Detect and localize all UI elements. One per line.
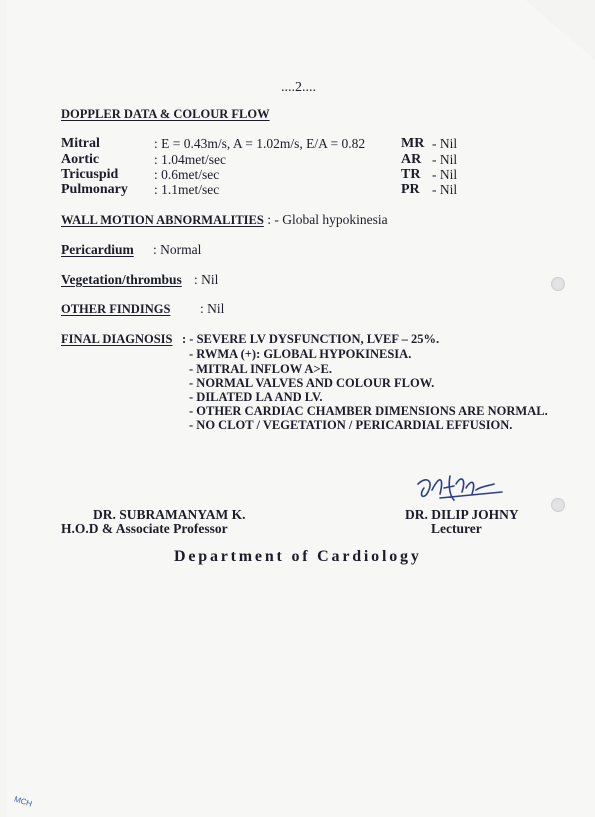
wall-motion-sep: : - [263,212,283,227]
vegetation-label: Vegetation/thrombus [61,272,182,287]
stamp-mark: MCH [13,794,34,809]
page-number: ....2.... [281,80,316,95]
valve-value-mitral: : E = 0.43m/s, A = 1.02m/s, E/A = 0.82 [154,136,366,151]
pericardium-value: : Normal [153,242,202,257]
valve-label-tricuspid: Tricuspid [61,167,119,182]
other-findings-label: OTHER FINDINGS [61,302,171,316]
pericardium-label: Pericardium [61,242,134,257]
other-findings-value: : Nil [200,301,225,316]
diagnosis-item: : - SEVERE LV DYSFUNCTION, LVEF – 25%. [182,332,440,346]
diagnosis-item: - MITRAL INFLOW A>E. [189,362,333,376]
left-signatory-title: H.O.D & Associate Professor [61,521,228,536]
valve-value-pulmonary: : 1.1met/sec [154,182,220,197]
valve-value-aortic: : 1.04met/sec [154,152,226,167]
vegetation-value: : Nil [194,272,219,287]
reg-label-pr: PR [401,182,420,197]
punch-hole [551,498,565,512]
reg-value-ar: - Nil [432,152,458,167]
reg-label-tr: TR [401,167,421,182]
doppler-section-title: DOPPLER DATA & COLOUR FLOW [61,107,270,121]
right-signatory-title: Lecturer [431,521,482,536]
reg-label-ar: AR [401,152,422,167]
reg-value-tr: - Nil [432,167,458,182]
wall-motion-value: Global hypokinesia [282,212,388,227]
reg-label-mr: MR [401,136,425,151]
diagnosis-item: - RWMA (+): GLOBAL HYPOKINESIA. [189,347,412,361]
folded-corner [525,0,595,60]
valve-label-pulmonary: Pulmonary [61,182,128,197]
final-diagnosis-label: FINAL DIAGNOSIS [61,332,173,346]
wall-motion-label: WALL MOTION ABNORMALITIES [61,213,264,227]
department-name: Department of Cardiology [174,548,422,565]
wall-motion-line [61,212,388,228]
valve-label-mitral: Mitral [61,136,100,151]
right-signatory-name: DR. DILIP JOHNY [405,507,519,522]
signature-image [410,470,505,510]
reg-value-mr: - Nil [432,136,458,151]
reg-value-pr: - Nil [432,182,458,197]
valve-label-aortic: Aortic [61,152,100,167]
diagnosis-item: - NORMAL VALVES AND COLOUR FLOW. [189,376,435,390]
diagnosis-item: - DILATED LA AND LV. [189,390,323,404]
left-signatory-name: DR. SUBRAMANYAM K. [93,507,246,522]
diagnosis-item: - OTHER CARDIAC CHAMBER DIMENSIONS ARE NORMAL. [189,404,548,418]
punch-hole [551,277,565,291]
diagnosis-item: - NO CLOT / VEGETATION / PERICARDIAL EFFUSION. [189,418,513,432]
valve-value-tricuspid: : 0.6met/sec [154,167,220,182]
